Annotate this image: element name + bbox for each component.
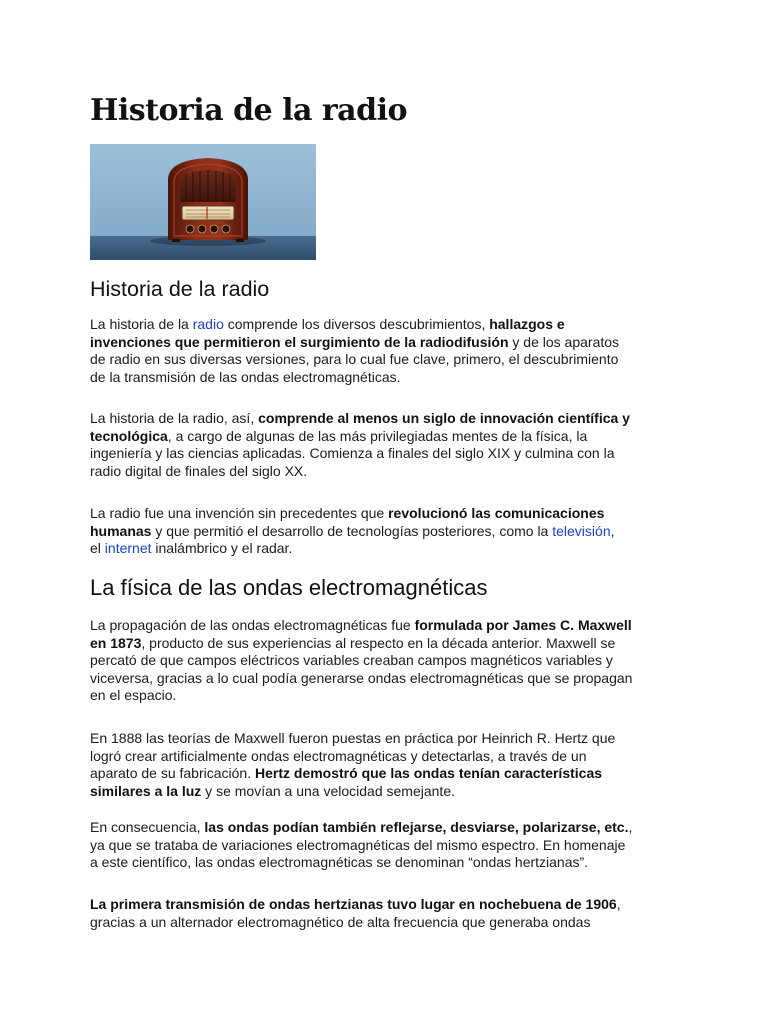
- bold-text: humanas: [90, 522, 152, 539]
- text-line: [90, 410, 690, 428]
- text-line: [90, 765, 690, 783]
- text-line: [90, 748, 690, 766]
- bold-text: Hertz demostró que las ondas tenían características: [255, 765, 603, 781]
- text-line: [90, 369, 690, 387]
- inline-link[interactable]: radio: [192, 316, 224, 332]
- text-line: [90, 819, 690, 837]
- text-run: La propagación de las ondas electromagnéticas fue: [90, 617, 415, 633]
- text-run: ingeniería y las ciencias aplicadas. Comienza a finales del siglo XIX y culmina con la: [90, 445, 615, 461]
- text-line: [90, 914, 690, 932]
- text-run: , producto de sus experiencias al respecto en la década anterior. Maxwell se: [141, 634, 616, 651]
- text-line: [90, 334, 690, 352]
- bold-text: La primera transmisión de ondas hertzianas tuvo lugar en nochebuena de 1906: [90, 896, 617, 912]
- text-run: logró crear artificialmente ondas electromagnéticas y detectarlas, a través de un: [90, 747, 587, 764]
- bold-text: las ondas podían también reflejarse, desviarse, polarizarse, etc.: [204, 819, 629, 835]
- bold-text: en 1873: [90, 634, 142, 651]
- text-line: [90, 670, 690, 688]
- text-run: a este científico, las ondas electromagnéticas se denominan “ondas hertzianas”.: [90, 854, 589, 870]
- text-line: [90, 730, 690, 748]
- text-run: y se movían a una velocidad semejante.: [201, 782, 455, 799]
- radio-image: [90, 144, 316, 260]
- text-run: el: [90, 540, 105, 556]
- bold-text: comprende al menos un siglo de innovación científica y: [258, 410, 630, 426]
- document-title: Historia de la radio: [90, 93, 407, 128]
- inline-link[interactable]: internet: [104, 540, 152, 556]
- vintage-radio-illustration: [90, 144, 316, 260]
- text-run: En 1888 las teorías de Maxwell fueron puestas en práctica por Heinrich R. Hertz que: [90, 730, 616, 746]
- bold-text: similares a la luz: [90, 782, 202, 799]
- text-run: comprende los diversos descubrimientos,: [223, 316, 490, 332]
- text-run: aparato de su fabricación.: [90, 765, 255, 781]
- text-line: [90, 837, 690, 855]
- text-run: percató de que campos eléctricos variables creaban campos magnéticos variables y: [90, 652, 613, 668]
- bold-text: invenciones que permitieron el surgimiento de la radiodifusión: [90, 333, 509, 350]
- text-run: viceversa, gracias a lo cual podía generarse ondas electromagnéticas que se propagan: [90, 669, 633, 686]
- text-line: [90, 635, 690, 653]
- text-run: radio digital de finales del siglo XX.: [90, 462, 308, 479]
- text-run: gracias a un alternador electromagnético de alta frecuencia que generaba ondas: [90, 913, 591, 930]
- bold-text: revolucionó las comunicaciones: [388, 505, 605, 521]
- paragraph: [90, 505, 690, 558]
- text-run: La historia de la radio, así,: [90, 410, 259, 426]
- text-line: [90, 896, 690, 914]
- bold-text: hallazgos e: [489, 316, 565, 332]
- text-run: en el espacio.: [90, 687, 177, 703]
- text-line: [90, 687, 690, 705]
- section-heading-historia: Historia de la radio: [90, 277, 270, 301]
- text-run: ,: [610, 522, 615, 539]
- text-run: de radio en sus diversas versiones, para lo cual fue clave, primero, el descubrimiento: [90, 351, 619, 367]
- bold-text: tecnológica: [90, 427, 168, 444]
- text-line: [90, 652, 690, 670]
- paragraph: [90, 316, 690, 386]
- text-run: y de los aparatos: [508, 333, 620, 350]
- paragraph: [90, 896, 690, 931]
- text-line: [90, 540, 690, 558]
- text-run: de la transmisión de las ondas electromagnéticas.: [90, 368, 401, 385]
- text-run: La radio fue una invención sin precedentes que: [90, 505, 389, 521]
- text-run: La historia de la: [90, 316, 193, 332]
- text-line: [90, 445, 690, 463]
- paragraph: [90, 410, 690, 480]
- paragraph: [90, 819, 690, 872]
- text-line: [90, 428, 690, 446]
- text-line: [90, 854, 690, 872]
- inline-link[interactable]: televisión: [552, 522, 611, 539]
- text-line: [90, 783, 690, 801]
- text-run: ,: [616, 896, 621, 912]
- section-heading-fisica: La física de las ondas electromagnéticas: [90, 575, 488, 600]
- text-line: [90, 523, 690, 541]
- text-run: ya que se trataba de variaciones electromagnéticas del mismo espectro. En homenaje: [90, 836, 626, 853]
- text-run: inalámbrico y el radar.: [151, 540, 293, 556]
- text-line: [90, 505, 690, 523]
- paragraph: [90, 730, 690, 800]
- text-run: En consecuencia,: [90, 819, 205, 835]
- bold-text: formulada por James C. Maxwell: [414, 617, 632, 633]
- text-run: ,: [628, 819, 633, 835]
- text-line: [90, 617, 690, 635]
- text-run: , a cargo de algunas de las más privilegiadas mentes de la física, la: [167, 427, 588, 444]
- text-line: [90, 463, 690, 481]
- text-run: y que permitió el desarrollo de tecnologías posteriores, como la: [151, 522, 553, 539]
- paragraph: [90, 617, 690, 705]
- text-line: [90, 316, 690, 334]
- text-line: [90, 351, 690, 369]
